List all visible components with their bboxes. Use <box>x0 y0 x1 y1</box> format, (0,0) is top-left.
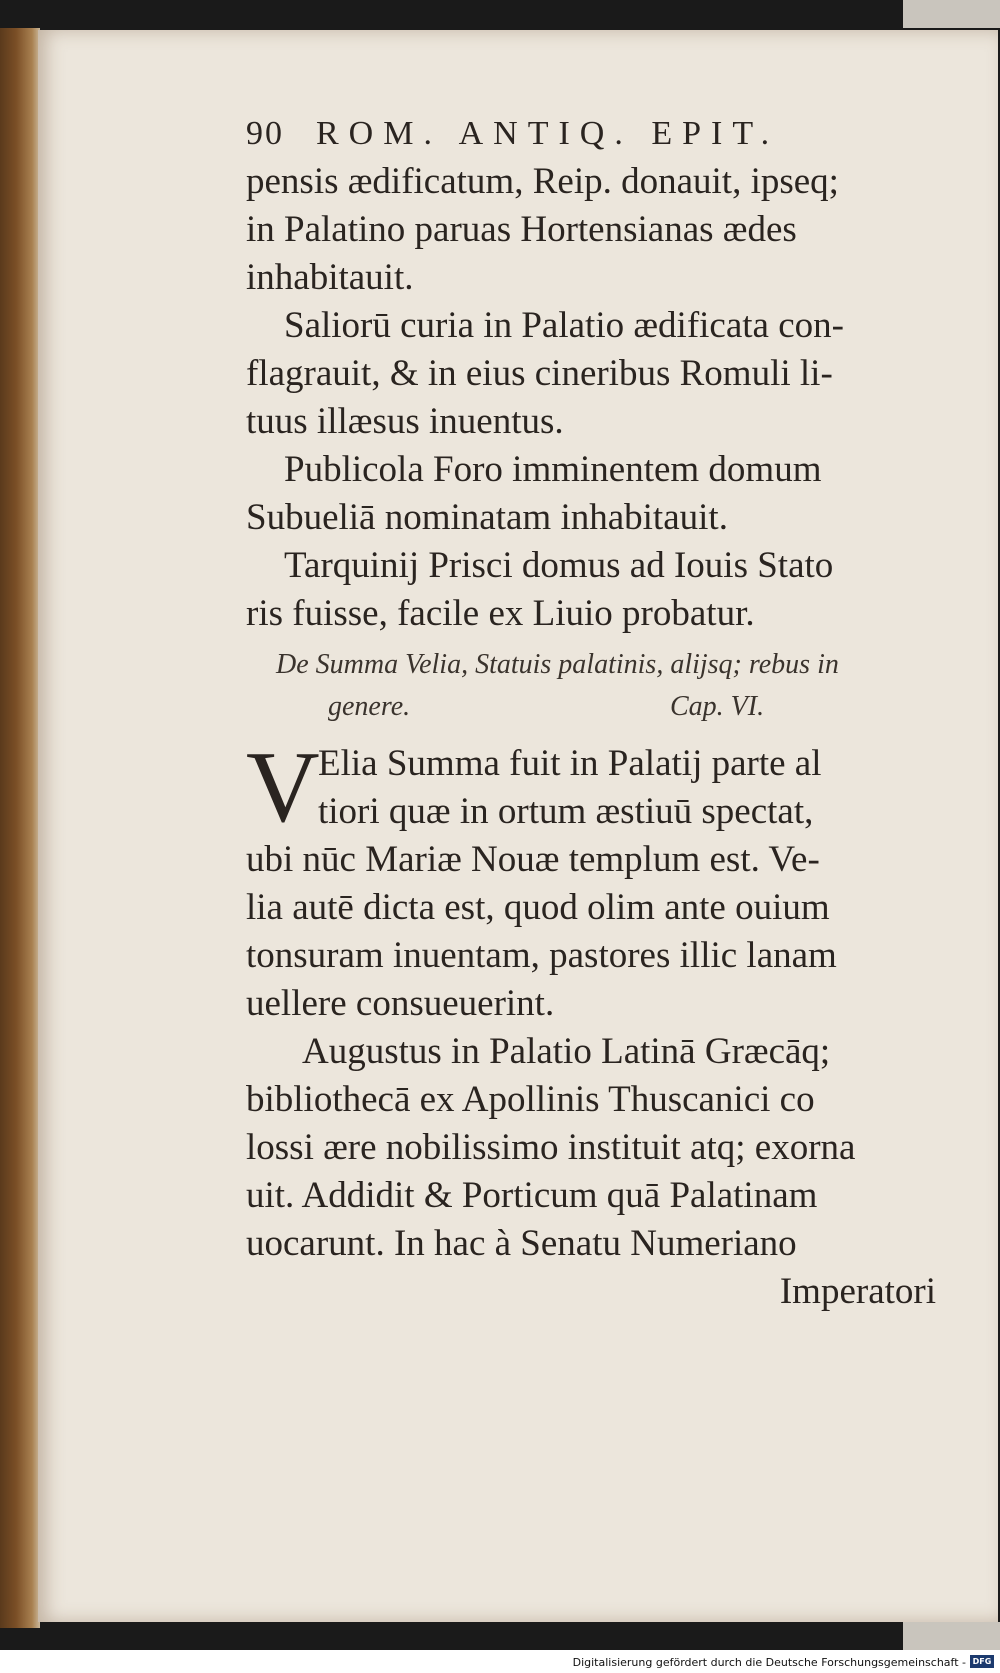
chapter-heading-word: genere. <box>328 691 411 722</box>
text-line: uocarunt. In hac à Senatu Numeriano <box>246 1223 797 1264</box>
text-line: lossi ære nobilissimo instituit atq; exorna <box>246 1127 856 1168</box>
text-line: Subueliā nominatam inhabitauit. <box>246 497 728 538</box>
text-line: inhabitauit. <box>246 257 414 298</box>
text-line: tonsuram inuentam, pastores illic lanam <box>246 935 837 976</box>
chapter-opening <box>246 731 936 844</box>
text-line: ubi nūc Mariæ Nouæ templum est. Ve- <box>246 839 820 880</box>
text-line: Publicola Foro imminentem domum <box>284 449 822 490</box>
running-head-title: ROM. ANTIQ. EPIT. <box>316 115 780 152</box>
text-line: uellere consueuerint. <box>246 983 555 1024</box>
chapter-heading-line: De Summa Velia, Statuis palatinis, alijsq; rebus in <box>276 649 839 680</box>
text-line: in Palatino paruas Hortensianas ædes <box>246 209 797 250</box>
top-scan-tab <box>903 0 1000 28</box>
catchword: Imperatori <box>779 1271 936 1312</box>
text-line: uit. Addidit & Porticum quā Palatinam <box>246 1175 818 1216</box>
text-line: bibliothecā ex Apollinis Thuscanici co <box>246 1079 815 1120</box>
text-line: Tarquinij Prisci domus ad Iouis Stato <box>284 545 834 586</box>
page-number: 90 <box>246 115 284 152</box>
text-line: Saliorū curia in Palatio ædificata con- <box>284 305 844 346</box>
footer-credit: Digitalisierung gefördert durch die Deutsche Forschungsgemeinschaft - <box>572 1656 966 1669</box>
digitization-footer <box>0 1650 1000 1673</box>
text-line: tuus illæsus inuentus. <box>246 401 564 442</box>
chapter-heading-line <box>246 686 936 728</box>
book-spine-edge <box>0 28 40 1628</box>
text-line: pensis ædificatum, Reip. donauit, ipseq; <box>246 161 839 202</box>
page-text-block <box>246 110 936 1316</box>
text-line: Augustus in Palatio Latinā Græcāq; <box>302 1031 831 1072</box>
book-page <box>38 30 998 1622</box>
chapter-number: Cap. VI. <box>670 691 765 722</box>
text-line: tiori quæ in ortum æstiuū spectat, <box>318 791 814 832</box>
text-line: flagrauit, & in eius cineribus Romuli li- <box>246 353 833 394</box>
bottom-scan-tab <box>903 1622 1000 1650</box>
text-line: ris fuisse, facile ex Liuio probatur. <box>246 593 755 634</box>
text-line: lia autē dicta est, quod olim ante ouium <box>246 887 830 928</box>
drop-cap-initial: V <box>246 731 320 844</box>
running-head <box>246 110 936 158</box>
dfg-logo-icon: DFG <box>970 1655 994 1668</box>
text-line: Elia Summa fuit in Palatij parte al <box>318 743 822 784</box>
